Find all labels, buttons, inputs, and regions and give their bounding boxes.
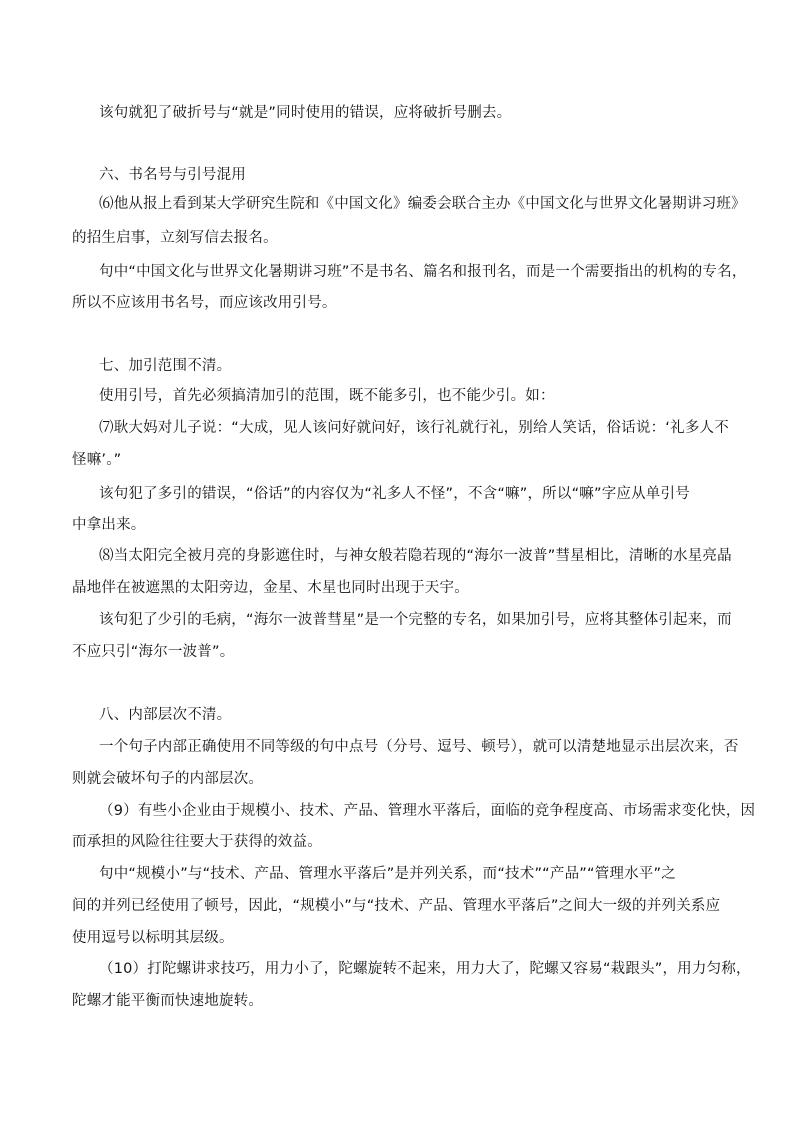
text-line: 的招生启事，立刻写信去报名。	[72, 230, 278, 246]
text-line: 句中“规模小”与“技术、产品、管理水平落后”是并列关系，而“技术”“产品”“管理水平”之	[99, 866, 676, 882]
text-line: 间的并列已经使用了顿号，因此，“规模小”与“技术、产品、管理水平落后”之间大一级的并列关系应	[72, 898, 721, 914]
section-heading: 七、加引范围不清。	[99, 358, 232, 374]
text-line: 所以不应该用书名号，而应该改用引号。	[72, 295, 337, 311]
section-heading: 六、书名号与引号混用	[99, 167, 246, 183]
text-line: 该句犯了多引的错误，“俗话”的内容仅为“礼多人不怪”，不含“嘛”，所以“嘛”字应从单引号	[99, 486, 690, 502]
section-heading: 八、内部层次不清。	[99, 707, 232, 723]
text-line: （9）有些小企业由于规模小、技术、产品、管理水平落后，面临的竞争程度高、市场需求变化快，因	[99, 803, 756, 819]
text-line: 中拿出来。	[72, 517, 146, 533]
text-line: 不应只引“海尔一波普”。	[72, 644, 235, 660]
text-line: 一个句子内部正确使用不同等级的句中点号（分号、逗号、顿号），就可以清楚地显示出层次来，否	[99, 739, 739, 755]
text-line: ⑻当太阳完全被月亮的身影遮住时，与神女般若隐若现的“海尔一波普”彗星相比，清晰的水星亮晶	[99, 548, 732, 564]
text-line: ⑹他从报上看到某大学研究生院和《中国文化》编委会联合主办《中国文化与世界文化暑期讲习班》	[99, 196, 746, 212]
text-line: 则就会破坏句子的内部层次。	[72, 771, 264, 787]
text-line: 使用逗号以标明其层级。	[72, 930, 234, 946]
text-line: 该句犯了少引的毛病，“海尔一波普彗星”是一个完整的专名，如果加引号，应将其整体引起来，而	[99, 612, 732, 628]
text-line: ⑺耿大妈对儿子说：“大成，见人该问好就问好，该行礼就行礼，别给人笑话，俗话说：‘礼多人不	[99, 420, 729, 436]
text-line: 陀螺才能平衡而快速地旋转。	[72, 993, 264, 1009]
text-line: （10）打陀螺讲求技巧，用力小了，陀螺旋转不起来，用力大了，陀螺又容易“栽跟头”，用力匀称，	[99, 961, 751, 977]
text-line: 晶地伴在被遮黑的太阳旁边，金星、木星也同时出现于天宇。	[72, 580, 469, 596]
text-line: 使用引号，首先必须搞清加引的范围，既不能多引，也不能少引。如：	[99, 388, 555, 404]
text-line: 句中“中国文化与世界文化暑期讲习班”不是书名、篇名和报刊名，而是一个需要指出的机构的专名，	[99, 264, 747, 280]
text-line: 而承担的风险往往要大于获得的效益。	[72, 834, 322, 850]
text-line: 该句就犯了破折号与“就是”同时使用的错误，应将破折号删去。	[99, 105, 512, 121]
text-line: 怪嘛’。”	[72, 452, 122, 468]
